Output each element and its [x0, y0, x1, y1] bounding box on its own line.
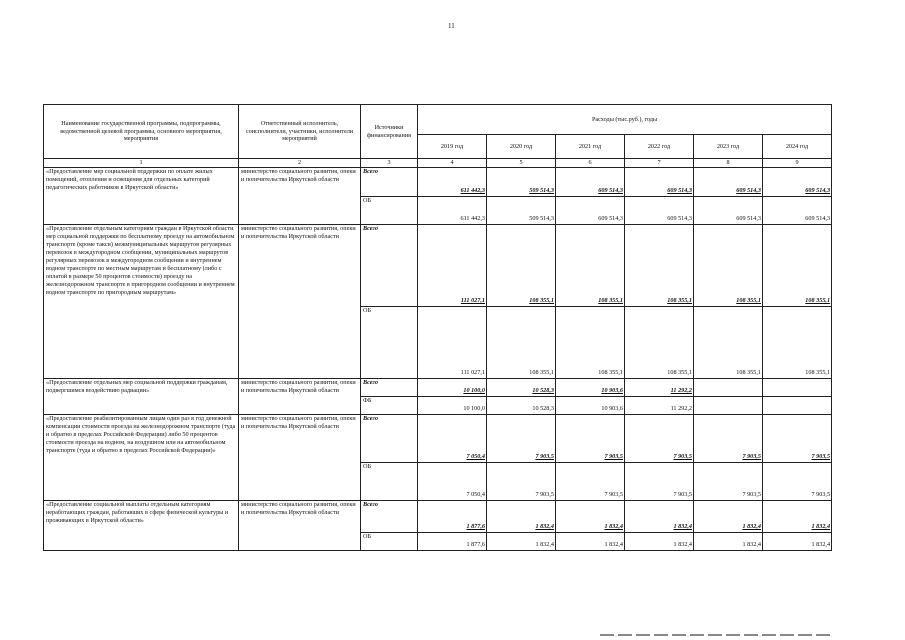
source-value: 7 903,5 — [487, 463, 556, 501]
source-value: 7 903,5 — [625, 463, 694, 501]
source-value: 1 832,4 — [556, 533, 625, 551]
source-value: 108 355,1 — [556, 307, 625, 379]
source-value: 10 528,3 — [487, 397, 556, 415]
total-value: 11 292,2 — [625, 379, 694, 397]
source-value: 7 903,5 — [694, 463, 763, 501]
column-number: 8 — [694, 159, 763, 168]
total-value: 7 903,5 — [763, 415, 832, 463]
source-label: ОБ — [361, 307, 418, 379]
source-total-label: Всего — [361, 501, 418, 533]
column-number: 9 — [763, 159, 832, 168]
total-value: 1 832,4 — [625, 501, 694, 533]
header-year: 2019 год — [418, 135, 487, 159]
total-value: 108 355,1 — [763, 225, 832, 307]
source-value: 7 903,5 — [556, 463, 625, 501]
total-value: 111 027,1 — [418, 225, 487, 307]
column-number: 5 — [487, 159, 556, 168]
header-program-name: Наименование государственной программы, подпрограммы, ведомственной целевой программы, основного мероприятия, мероприятия — [44, 105, 239, 159]
total-value: 1 877,6 — [418, 501, 487, 533]
source-value: 1 832,4 — [487, 533, 556, 551]
total-value: 108 355,1 — [556, 225, 625, 307]
measure-name: «Предоставление мер социальной поддержки по оплате жилых помещений, отопления и освещения для отдельных категорий педагогических работников в Иркутской области» — [44, 168, 239, 225]
total-value: 1 832,4 — [694, 501, 763, 533]
column-number: 1 — [44, 159, 239, 168]
source-value — [763, 397, 832, 415]
total-value: 609 514,3 — [763, 168, 832, 197]
column-number: 6 — [556, 159, 625, 168]
source-total-label: Всего — [361, 415, 418, 463]
footer-rule — [600, 634, 830, 636]
source-value: 611 442,3 — [418, 197, 487, 225]
total-value: 509 514,3 — [487, 168, 556, 197]
measure-name: «Предоставление отдельным категориям граждан в Иркутской области мер социальной поддержки по бесплатному проезду на автомобильном транспорте (кроме такси) межмуниципальных маршрутов регулярных перевозок в междугородном сообщении, муниципальных маршрутов регулярных перевозок в междугородном сообщении и внутреннем водном транспорте по местным маршрутам и бесплатному (либо с оплатой в размере 50 процентов стоимости) проезду на железнодорожном транспорте в пригородном сообщении и внутреннем водном транспорте по пригородным маршрутам» — [44, 225, 239, 379]
column-number: 2 — [239, 159, 361, 168]
header-year: 2020 год — [487, 135, 556, 159]
source-label: ОБ — [361, 533, 418, 551]
total-value: 609 514,3 — [556, 168, 625, 197]
header-executor: Ответственный исполнитель, соисполнители, участники, исполнители мероприятий — [239, 105, 361, 159]
source-value: 108 355,1 — [694, 307, 763, 379]
total-value: 7 050,4 — [418, 415, 487, 463]
source-value: 7 050,4 — [418, 463, 487, 501]
source-label: ОБ — [361, 463, 418, 501]
source-value: 509 514,3 — [487, 197, 556, 225]
measure-executor: министерство социального развития, опеки и попечительства Иркутской области — [239, 415, 361, 501]
total-value — [694, 379, 763, 397]
source-value: 609 514,3 — [763, 197, 832, 225]
measure-executor: министерство социального развития, опеки и попечительства Иркутской области — [239, 168, 361, 225]
total-value: 609 514,3 — [694, 168, 763, 197]
header-year: 2022 год — [625, 135, 694, 159]
total-value — [763, 379, 832, 397]
header-year: 2024 год — [763, 135, 832, 159]
source-value: 609 514,3 — [694, 197, 763, 225]
source-value: 609 514,3 — [625, 197, 694, 225]
header-year: 2023 год — [694, 135, 763, 159]
page-number: 11 — [448, 22, 455, 30]
source-value: 10 903,6 — [556, 397, 625, 415]
measure-executor: министерство социального развития, опеки и попечительства Иркутской области — [239, 379, 361, 415]
total-value: 1 832,4 — [556, 501, 625, 533]
measure-executor: министерство социального развития, опеки и попечительства Иркутской области — [239, 225, 361, 379]
source-value: 1 832,4 — [763, 533, 832, 551]
measure-name: «Предоставление реабилитированным лицам один раз в год денежной компенсации стоимости проезда на железнодорожном транспорте (туда и обратно в пределах Российской Федерации) либо 50 процентов стоимости проезда на водном, на воздушном или на автомобильном транспорте (туда и обратно в пределах Российской Федерации)» — [44, 415, 239, 501]
total-value: 108 355,1 — [487, 225, 556, 307]
source-value: 11 292,2 — [625, 397, 694, 415]
header-year: 2021 год — [556, 135, 625, 159]
total-value: 7 903,5 — [625, 415, 694, 463]
source-label: ФБ — [361, 397, 418, 415]
source-total-label: Всего — [361, 379, 418, 397]
source-value: 7 903,5 — [763, 463, 832, 501]
header-expenses: Расходы (тыс.руб.), годы — [418, 105, 832, 135]
budget-table — [43, 104, 832, 551]
total-value: 611 442,3 — [418, 168, 487, 197]
source-value: 108 355,1 — [625, 307, 694, 379]
total-value: 108 355,1 — [625, 225, 694, 307]
column-number: 7 — [625, 159, 694, 168]
total-value: 10 903,6 — [556, 379, 625, 397]
measure-name: «Предоставление социальной выплаты отдельным категориям неработающих граждан, работавших в сфере физической культуры и проживающих в Иркутской области» — [44, 501, 239, 551]
column-number: 4 — [418, 159, 487, 168]
source-value: 111 027,1 — [418, 307, 487, 379]
source-value: 609 514,3 — [556, 197, 625, 225]
source-total-label: Всего — [361, 225, 418, 307]
source-total-label: Всего — [361, 168, 418, 197]
source-value: 1 832,4 — [625, 533, 694, 551]
measure-name: «Предоставление отдельных мер социальной поддержки гражданам, подвергшимся воздействию радиации» — [44, 379, 239, 415]
total-value: 7 903,5 — [694, 415, 763, 463]
source-label: ОБ — [361, 197, 418, 225]
total-value: 10 528,3 — [487, 379, 556, 397]
source-value: 1 832,4 — [694, 533, 763, 551]
source-value — [694, 397, 763, 415]
column-number: 3 — [361, 159, 418, 168]
measure-executor: министерство социального развития, опеки и попечительства Иркутской области — [239, 501, 361, 551]
total-value: 10 100,0 — [418, 379, 487, 397]
source-value: 108 355,1 — [487, 307, 556, 379]
total-value: 1 832,4 — [763, 501, 832, 533]
total-value: 1 832,4 — [487, 501, 556, 533]
header-funding-source: Источники финансирования — [361, 105, 418, 159]
total-value: 7 903,5 — [556, 415, 625, 463]
source-value: 10 100,0 — [418, 397, 487, 415]
total-value: 108 355,1 — [694, 225, 763, 307]
source-value: 108 355,1 — [763, 307, 832, 379]
total-value: 609 514,3 — [625, 168, 694, 197]
source-value: 1 877,6 — [418, 533, 487, 551]
total-value: 7 903,5 — [487, 415, 556, 463]
